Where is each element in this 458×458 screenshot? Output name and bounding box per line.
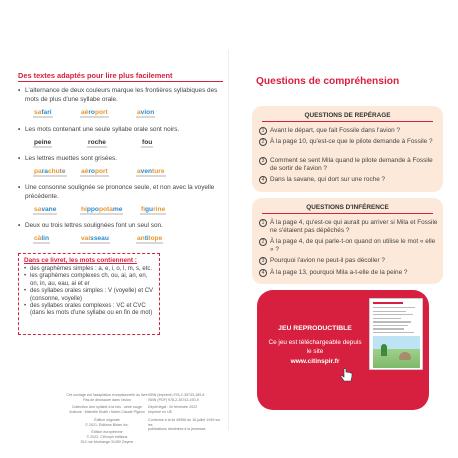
left-page-title: Des textes adaptés pour lire plus facilement — [18, 71, 173, 80]
note-item: • des syllabes orales complexes : VC et CVC — [24, 303, 154, 310]
question-number: 4 — [259, 269, 267, 277]
example-word: vaisseau — [81, 235, 109, 242]
credits-publication: Cet ouvrage est l'adaptation exceptionnelle du livre Pas de dinosaure dans l'avion Collection Une syllabe à la fois - série rouge Auteure : Michelle Khalil • Marie-Claude Pigeon Édition originale © 2021, Éditions Bidan Inc. Édition européenne © 2022, Cit'inspir éditions 512 rue Morhange 31450 Deyme — [66, 393, 148, 444]
note-item: • des graphèmes simples : a, e, i, o, l, m, s, etc. — [24, 266, 154, 273]
savanna-illustration — [373, 336, 420, 368]
example-word: savane — [34, 206, 57, 213]
bullet-item: • Une consonne soulignée se prononce seule, et non avec la voyelle précédente. — [18, 184, 215, 200]
page-spine — [228, 50, 229, 430]
question-number: 3 — [259, 157, 267, 165]
example-word: safari — [34, 109, 52, 116]
example-word: hippopotame — [81, 206, 123, 213]
question-item: 3 Comment se sent Mila quand le pilote demande à Fossile de sortir de l'avion ? — [259, 157, 439, 173]
question-item: 3 Pourquoi l'avion ne peut-il pas décoller ? — [259, 257, 439, 265]
example-word: antilope — [137, 235, 163, 242]
question-number: 3 — [259, 257, 267, 265]
example-word: avion — [137, 109, 155, 116]
question-item: 4 À la page 13, pourquoi Mila a-t-elle de la peine ? — [259, 269, 439, 277]
example-word: aéroport — [81, 168, 108, 175]
question-item: 2 À la page 10, qu'est-ce que le pilote demande à Fossile ? — [259, 138, 439, 146]
example-word: figurine — [141, 206, 166, 213]
example-word: fou — [142, 139, 153, 146]
question-number: 1 — [259, 219, 267, 227]
question-number: 4 — [259, 176, 267, 184]
bullet-item: • Les lettres muettes sont grisées. — [18, 155, 117, 162]
example-row — [34, 139, 224, 149]
question-number: 1 — [259, 127, 267, 135]
banner-title: JEU REPRODUCTIBLE — [278, 325, 352, 332]
download-banner — [257, 290, 429, 410]
example-word: peine — [34, 139, 52, 146]
example-row — [34, 235, 224, 245]
right-page-title: Questions de compréhension — [256, 76, 400, 87]
box-divider — [262, 121, 433, 122]
bullet-dot: • — [18, 126, 21, 133]
example-word: roche — [88, 139, 106, 146]
note-item: • des syllabes orales simples : V (voyelle) et CV (consonne, voyelle) — [24, 288, 154, 303]
bullet-dot: • — [18, 184, 21, 191]
box-title: QUESTIONS D'INFÉRENCE — [306, 204, 389, 211]
box-title: QUESTIONS DE REPÉRAGE — [304, 112, 391, 119]
banner-text: Ce jeu est téléchargeable depuis le site — [268, 339, 362, 355]
title-underline — [18, 81, 223, 82]
bullet-item: • L'alternance de deux couleurs marque les frontières syllabiques des mots de plus d'une syllabe orale. — [18, 87, 218, 103]
bullet-dot: • — [18, 87, 21, 94]
bullet-item: • Deux ou trois lettres soulignées font un seul son. — [18, 222, 163, 229]
question-item: 1 Avant le départ, que fait Fossile dans l'avion ? — [259, 127, 439, 135]
note-title: Dans ce livret, les mots contiennent : — [24, 257, 137, 264]
question-number: 2 — [259, 138, 267, 146]
bullet-item: • Les mots contenant une seule syllabe orale sont noirs. — [18, 126, 180, 133]
example-word: aéroport — [81, 109, 108, 116]
word-content-note — [18, 253, 160, 335]
question-item: 1 À la page 4, qu'est-ce qui aurait pu arriver si Mila et Fossile ne s'étaient pas dépêchés ? — [259, 219, 439, 235]
game-sheet-thumbnail — [369, 298, 423, 370]
bullet-dot: • — [18, 155, 21, 162]
example-row — [34, 168, 224, 178]
note-item: • les graphèmes complexes ch, ou, ai, an, en, on, in, au, eau, ai et er — [24, 273, 154, 288]
question-item: 2 À la page 4, de qui parle-t-on quand on utilise le mot « elle » ? — [259, 238, 439, 254]
example-row — [34, 109, 224, 119]
example-word: aventure — [137, 168, 165, 175]
question-item: 4 Dans la savane, qui dort sur une roche ? — [259, 176, 439, 184]
banner-url-link[interactable]: www.citinspir.fr — [290, 358, 340, 365]
box-divider — [262, 213, 433, 214]
example-word: câlin — [34, 235, 50, 242]
question-number: 2 — [259, 238, 267, 246]
hand-cursor-icon — [339, 367, 355, 383]
example-word: parachute — [34, 168, 66, 175]
note-subtext: (dans les mots d'une syllabe ou en fin de mot) — [30, 310, 153, 317]
credits-isbn: ISBN (imprimé) 978-2-35743-189-8 ISBN (PDF) 978-2-35743-190-5 Dépôt légal : 2e trimestre 2022 Imprimé en UE Conforme à la loi 49956 du 16 juillet 1949 sur les publications destinées à la jeunesse — [148, 393, 221, 432]
questions-reperage-box — [252, 106, 443, 192]
bullet-dot: • — [18, 222, 21, 229]
example-row — [34, 206, 224, 216]
questions-inference-box — [252, 198, 443, 284]
